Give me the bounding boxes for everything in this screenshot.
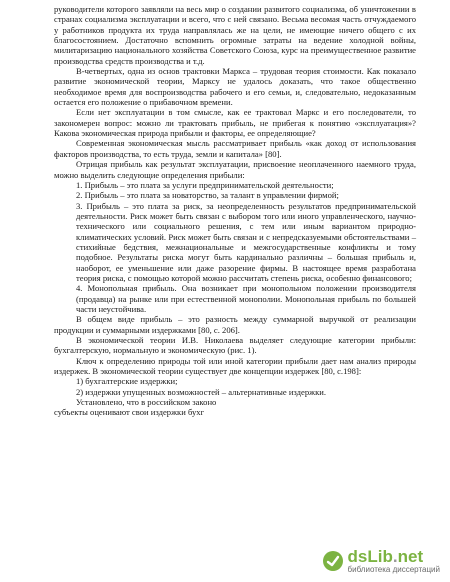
paragraph: В-четвертых, одна из основ трактовки Маркса – трудовая теория стоимости. Как показало развитие экономической теории, Марксу не удалось доказать, что такое общественно необходимое время для воспроизводства рабочего и его семьи, и, следовательно, недоказанным остается его положение о прибавочном времени.	[54, 66, 416, 108]
watermark-text	[348, 548, 440, 574]
paragraph: руководители которого заявляли на весь мир о создании развитого социализма, об уничтожении в странах социализма эксплуатации и всего, что с ней связано. Весьма весомая часть отчуждаемого у работников продукта их труда направлялась же на цели, не имеющие ничего общего с их благосостоянием. Достаточно вспомнить огромные затраты на ведение холодной войны, милитаризацию национального хозяйства Советского Союза, курс на преимущественное развитие производства средств производства и т.д.	[54, 4, 416, 66]
paragraph: Установлено, что в российском законо	[76, 397, 217, 408]
watermark-brand	[348, 548, 440, 565]
watermark-subtitle: библиотека диссертаций	[347, 565, 440, 574]
paragraph: В экономической теории И.В. Николаева выделяет следующие категории прибыли: бухгалтерскую, нормальную и экономическую (рис. 1).	[54, 335, 416, 356]
document-body	[54, 4, 416, 418]
paragraph: Ключ к определению природы той или иной категории прибыли дает нам анализ природы издержек. В экономической теории существует две концепции издержек [80, с.198]:	[54, 355, 416, 377]
paragraph: Отрицая прибыль как результат эксплуатации, присвоение неоплаченного наемного труда, можно выделить следующие определения прибыли:	[54, 159, 416, 180]
paragraph: субъекты оценивают свои издержки бухг	[54, 407, 205, 418]
paragraph: Если нет эксплуатации в том смысле, как ее трактовал Маркс и его последователи, то закономерен вопрос: можно ли трактовать прибыль, не прибегая к понятию «эксплуатация»? Какова экономическая природа прибыли и факторы, ее определяющие?	[54, 107, 416, 139]
list-item: 1. Прибыль – это плата за услуги предпринимательской деятельности;	[76, 179, 334, 190]
list-item: 4. Монопольная прибыль. Она возникает при монопольном положении производителя (продавца) на рынке или при естественной монополии. Монопольная прибыль по большей части неустойчива.	[76, 283, 416, 314]
brand-dot: .	[392, 547, 398, 566]
paragraph: Современная экономическая мысль рассматривает прибыль «как доход от использования факторов производства, то есть труда, земли и капитала» [80].	[54, 138, 416, 159]
list-item: 2) издержки упущенных возможностей – альтернативные издержки.	[76, 386, 327, 397]
brand-tld: net	[397, 547, 424, 566]
list-item: 3. Прибыль – это плата за риск, за неопределенность результатов предпринимательской деятельности. Риск может быть связан с выбором того или иного управленческого, научно-технического или социального решения, с тем или иным вариантом природно-климатических условий. Риск может быть связан и с непредсказуемыми обстоятельствами – стихийные бедствия, межнациональные и межгосударственные конфликты и тому подобное. Результаты риска могут быть кардинально различны – большая прибыль и, наоборот, ее уменьшение или даже разорение фирмы. В настоящее время разработана теория риска, с помощью которой можно рассчитать степень риска, особенно финансового;	[76, 200, 416, 283]
dslib-watermark[interactable]	[318, 546, 444, 576]
paragraph: В общем виде прибыль – это разность между суммарной выручкой от реализации продукции и суммарными издержками [80, с. 206].	[54, 314, 416, 335]
brand-main: dsLib	[347, 547, 393, 566]
list-item: 1) бухгалтерские издержки;	[76, 376, 178, 387]
list-item: 2. Прибыль – это плата за новаторство, за талант в управлении фирмой;	[76, 190, 339, 201]
dslib-logo-icon	[322, 550, 344, 572]
